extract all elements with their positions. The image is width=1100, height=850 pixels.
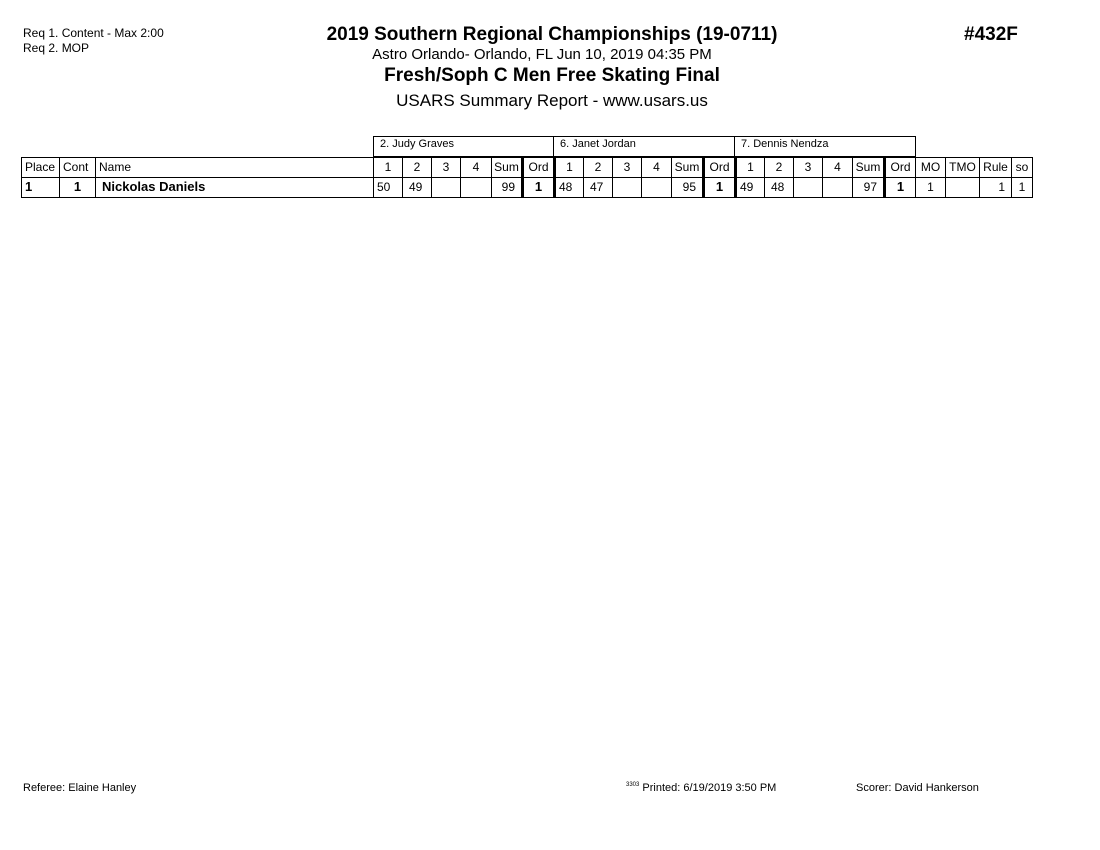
row-mo: 1 <box>915 177 946 198</box>
scorer-label: Scorer: David Hankerson <box>856 782 979 794</box>
j3-score-4 <box>822 177 853 198</box>
j2-col-4: 4 <box>641 157 672 178</box>
row-cont: 1 <box>59 177 96 198</box>
col-tmo: TMO <box>945 157 980 178</box>
j1-col-ord: Ord <box>521 157 554 178</box>
j2-col-3: 3 <box>612 157 642 178</box>
col-rule: Rule <box>979 157 1012 178</box>
j1-score-2: 49 <box>402 177 432 198</box>
j3-ord: 1 <box>883 177 916 198</box>
j3-col-4: 4 <box>822 157 853 178</box>
j3-col-3: 3 <box>793 157 823 178</box>
row-rule: 1 <box>979 177 1012 198</box>
requirement-1: Req 1. Content - Max 2:00 <box>23 26 164 40</box>
location-datetime: Astro Orlando- Orlando, FL Jun 10, 2019 04:35 PM <box>372 46 712 63</box>
j2-col-2: 2 <box>583 157 613 178</box>
referee-label: Referee: Elaine Hanley <box>23 782 137 794</box>
j3-col-2: 2 <box>764 157 794 178</box>
judge-header-2: 6. Janet Jordan <box>553 136 735 157</box>
event-number: #432F <box>964 24 1018 45</box>
event-title: Fresh/Soph C Men Free Skating Final <box>384 65 720 86</box>
printed-timestamp: Printed: 6/19/2019 3:50 PM <box>642 782 777 794</box>
j2-col-sum: Sum <box>671 157 703 178</box>
j1-sum: 99 <box>491 177 522 198</box>
j1-score-4 <box>460 177 492 198</box>
j2-score-3 <box>612 177 642 198</box>
j2-score-2: 47 <box>583 177 613 198</box>
judge-header-3: 7. Dennis Nendza <box>734 136 916 157</box>
competition-title: 2019 Southern Regional Championships (19-0711) <box>326 24 778 45</box>
col-cont: Cont <box>59 157 96 178</box>
j1-score-1: 50 <box>373 177 403 198</box>
row-so: 1 <box>1011 177 1033 198</box>
j1-col-4: 4 <box>460 157 492 178</box>
j1-ord: 1 <box>521 177 554 198</box>
row-tmo <box>945 177 980 198</box>
j1-col-2: 2 <box>402 157 432 178</box>
j3-score-1: 49 <box>734 177 765 198</box>
printed-info <box>626 782 776 794</box>
j2-col-ord: Ord <box>702 157 735 178</box>
j3-col-sum: Sum <box>852 157 884 178</box>
j1-col-sum: Sum <box>491 157 522 178</box>
col-place: Place <box>21 157 60 178</box>
j2-score-4 <box>641 177 672 198</box>
j1-col-3: 3 <box>431 157 461 178</box>
j1-col-1: 1 <box>373 157 403 178</box>
j3-col-1: 1 <box>734 157 765 178</box>
report-code: 3303 <box>626 782 640 788</box>
row-name: Nickolas Daniels <box>95 177 374 198</box>
j2-col-1: 1 <box>553 157 584 178</box>
judge-header-1: 2. Judy Graves <box>373 136 554 157</box>
j2-ord: 1 <box>702 177 735 198</box>
j3-score-3 <box>793 177 823 198</box>
requirement-2: Req 2. MOP <box>23 41 90 55</box>
col-so: so <box>1011 157 1033 178</box>
col-mo: MO <box>915 157 946 178</box>
report-title: USARS Summary Report - www.usars.us <box>396 91 708 110</box>
row-place: 1 <box>21 177 60 198</box>
j2-sum: 95 <box>671 177 703 198</box>
col-name: Name <box>95 157 374 178</box>
j1-score-3 <box>431 177 461 198</box>
j3-col-ord: Ord <box>883 157 916 178</box>
j3-score-2: 48 <box>764 177 794 198</box>
j2-score-1: 48 <box>553 177 584 198</box>
j3-sum: 97 <box>852 177 884 198</box>
